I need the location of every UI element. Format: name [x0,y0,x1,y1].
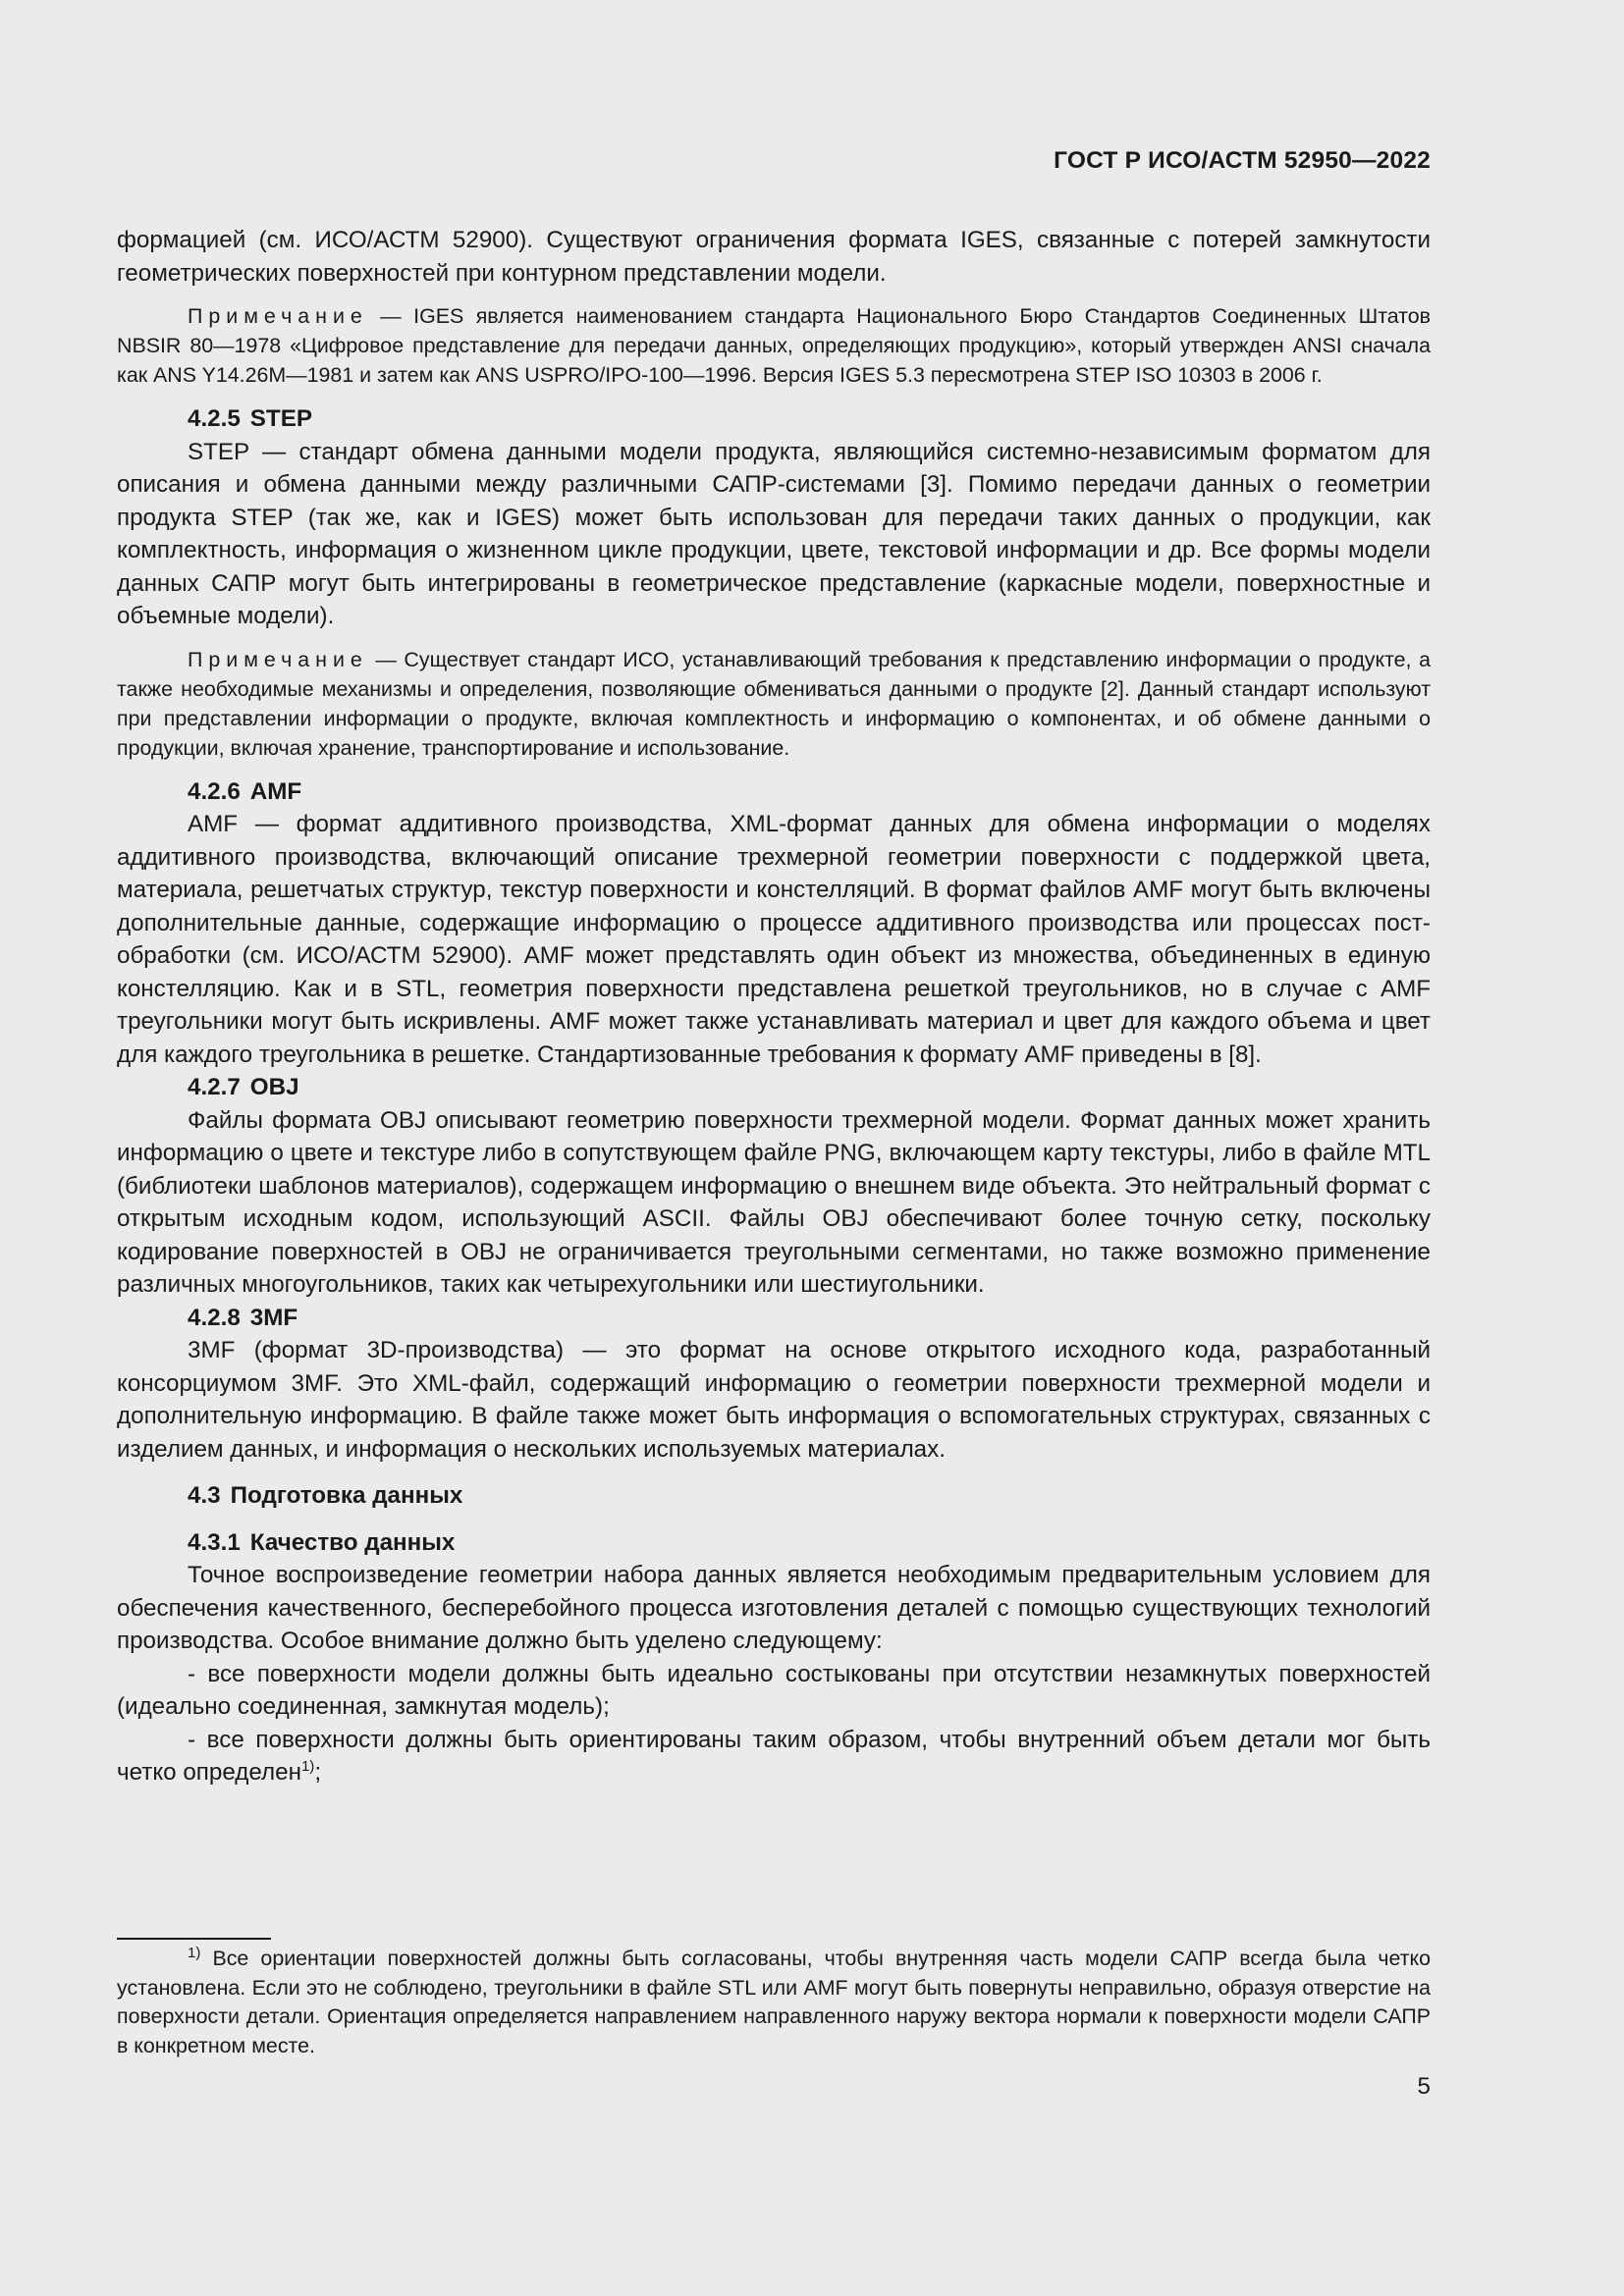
section-title: STEP [249,405,312,432]
intro-paragraph: формацией (см. ИСО/АСТМ 52900). Существуют ограничения формата IGES, связанные с потерей замкнутости геометрических поверхностей при контурном представлении модели. [117,227,1431,287]
section-text-data-quality: Точное воспроизведение геометрии набора данных является необходимым предварительным условием для обеспечения качественного, бесперебойного процесса изготовления деталей с помощью существующих технологий производства. Особое внимание должно быть уделено следующему: [117,1562,1431,1654]
section-text-3mf: 3MF (формат 3D-производства) — это формат на основе открытого исходного кода, разработанный консорциумом 3MF. Это XML-файл, содержащий информацию о геометрии поверхности трехмерной модели и дополнительную информацию. В файле также может быть информация о вспомогательных структурах, связанных с изделием данных, и информация о нескольких используемых материалах. [117,1337,1431,1463]
section-number: 4.2.6 [188,777,241,805]
section-text-amf: AMF — формат аддитивного производства, XML-формат данных для обмена информации о моделях аддитивного производства, включающий описание трехмерной геометрии поверхности с поддержкой цвета, материала, решетчатых структур, текстур поверхности и констелляций. В формат файлов AMF могут быть включены дополнительные данные, содержащие информацию о процессе аддитивного производства или процессах пост-обработки (см. ИСО/АСТМ 52900). AMF может представлять один объект из множества, объединенных в единую констелляцию. Как и в STL, геометрия поверхности представлена решеткой треугольников, но в случае с AMF треугольники могут быть искривлены. AMF может также устанавливать материал и цвет для каждого объема и цвет для каждого треугольника в решетке. Стандартизованные требования к формату AMF приведены в [8]. [117,811,1431,1068]
section-number: 4.2.8 [188,1304,241,1331]
section-heading-4-2-5 [117,402,1431,436]
page-number: 5 [1417,2073,1431,2100]
section-number: 4.3 [188,1482,221,1509]
section-number: 4.2.5 [188,405,241,432]
list-item: - все поверхности модели должны быть идеально состыкованы при отсутствии незамкнутых поверхностей (идеально соединенная, замкнутая модель); [117,1660,1431,1720]
page-content [117,224,1431,1789]
list-item-end: ; [314,1759,322,1786]
section-heading-4-3 [117,1479,1431,1513]
footnote-mark: 1) [188,1944,201,1961]
footnote-reference[interactable]: 1) [300,1757,315,1775]
section-text-obj: Файлы формата OBJ описывают геометрию поверхности трехмерной модели. Формат данных может хранить информацию о цвете и текстуре либо в сопутствующем файле PNG, включающем карту текстуры, либо в файле MTL (библиотеки шаблонов материалов), содержащем информацию о внешнем виде объекта. Это нейтральный формат с открытым исходным кодом, использующий ASCII. Файлы OBJ обеспечивают более точную сетку, поскольку кодирование поверхностей в OBJ не ограничивается треугольными сегментами, но также возможно применение различных многоугольников, таких как четырехугольники или шестиугольники. [117,1106,1431,1298]
note-step-text: — Существует стандарт ИСО, устанавливающий требования к представлению информации о продукте, а также необходимые механизмы и определения, позволяющие обмениваться данными о продукте [2]. Данный стандарт используют при представлении информации о продукте, включая комплектность и информацию о компонентах, и об обмене данными о продукции, включая хранение, транспортирование и использование. [117,647,1431,760]
note-label: Примечание [188,304,368,328]
note-iges [117,301,1431,390]
section-heading-4-2-8 [117,1302,1431,1335]
section-heading-4-2-7 [117,1071,1431,1104]
section-text-step: STEP — стандарт обмена данными модели продукта, являющийся системно-независимым форматом для описания и обмена данными между различными САПР-системами [3]. Помимо передачи данных о геометрии продукта STEP (так же, как и IGES) может быть использован для передачи таких данных о продукции, как комплектность, информация о жизненном цикле продукции, цвете, текстовой информации и др. Все формы модели данных САПР могут быть интегрированы в геометрическое представление (каркасные модели, поверхностные и объемные модели). [117,438,1431,629]
footnote [117,1945,1431,2060]
note-label: Примечание [188,647,368,671]
section-title: OBJ [249,1074,299,1100]
note-iges-text: — IGES является наименованием стандарта Национального Бюро Стандартов Соединенных Штатов NBSIR 80—1978 «Цифровое представление для передачи данных, определяющих продукцию», который утвержден ANSI сначала как ANS Y14.26M—1981 и затем как ANS USPRO/IPO-100—1996. Версия IGES 5.3 пересмотрена STEP ISO 10303 в 2006 г. [117,304,1431,387]
section-title: Подготовка данных [230,1482,463,1509]
section-title: AMF [249,777,302,805]
section-title: 3MF [249,1304,298,1331]
section-number: 4.2.7 [188,1074,241,1100]
note-step [117,645,1431,763]
section-heading-4-2-6 [117,775,1431,809]
footnote-divider [117,1938,271,1940]
section-heading-4-3-1 [117,1526,1431,1560]
section-title: Качество данных [249,1528,456,1556]
list-item-text: - все поверхности должны быть ориентированы таким образом, чтобы внутренний объем детали мог быть четко определен [117,1726,1431,1786]
footnote-text: Все ориентации поверхностей должны быть согласованы, чтобы внутренняя часть модели САПР всегда была четко установлена. Если это не соблюдено, треугольники в файле STL или AMF могут быть повернуты неправильно, образуя отверстие на поверхности детали. Ориентация определяется направлением направленного наружу вектора нормали к поверхности модели САПР в конкретном месте. [117,1947,1431,2057]
section-number: 4.3.1 [188,1528,241,1556]
list-item [117,1724,1431,1789]
document-code-header: ГОСТ Р ИСО/АСТМ 52950—2022 [1054,147,1431,174]
